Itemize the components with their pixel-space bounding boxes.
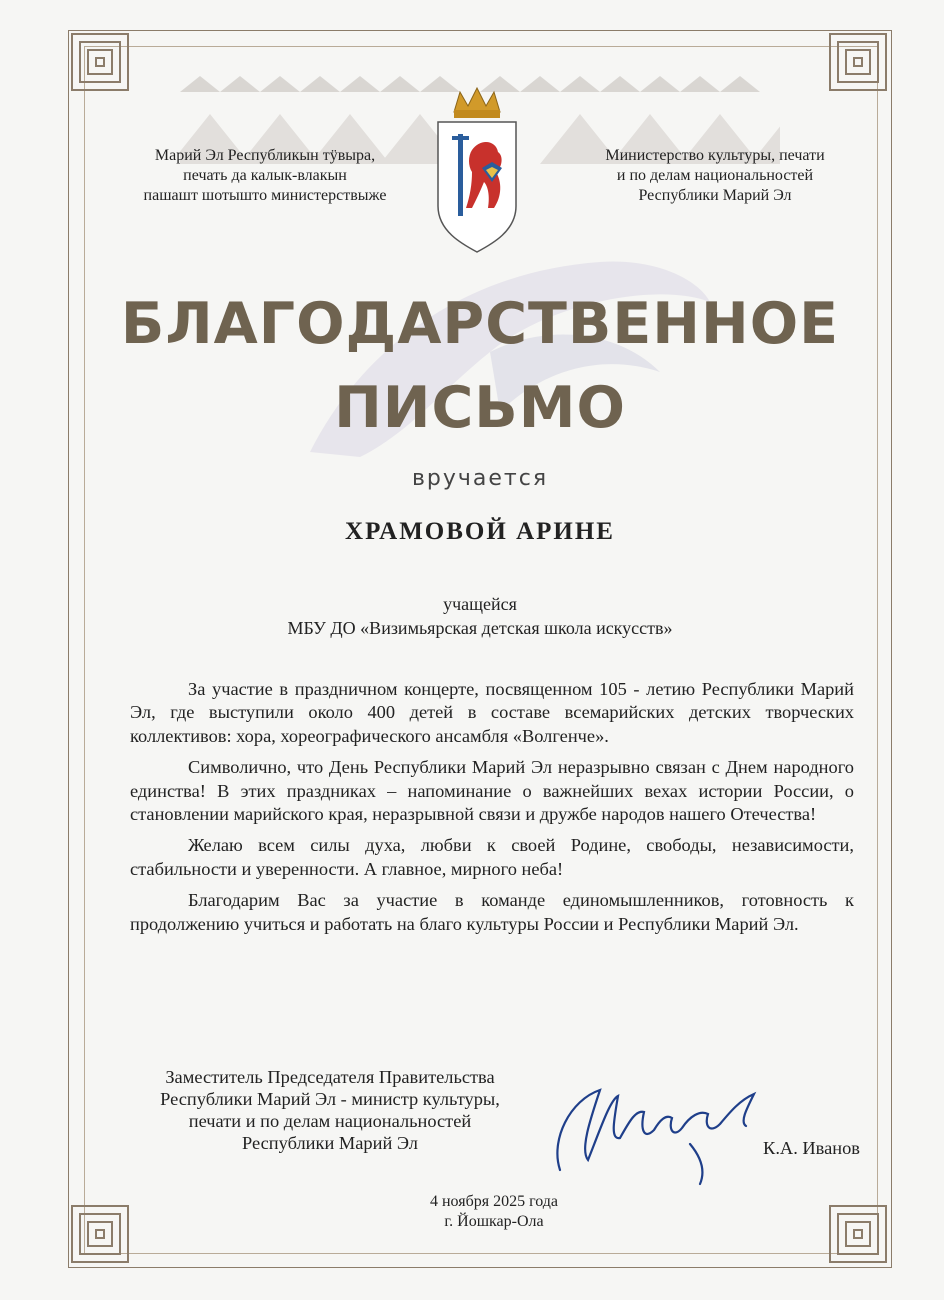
corner-ornament-top-right: [830, 34, 886, 90]
crown-icon: [454, 88, 500, 118]
title-line-2: ПИСЬМО: [334, 375, 626, 441]
issue-date: 4 ноября 2025 года: [429, 1193, 559, 1210]
recipient-name: ХРАМОВОЙ АРИНЕ: [345, 518, 615, 545]
role-line-1: учащейся: [443, 594, 517, 614]
signer-title-line: Заместитель Председателя Правительства: [165, 1067, 495, 1087]
signer-title-line: Республики Марий Эл - министр культуры,: [160, 1089, 500, 1109]
title-line-1: БЛАГОДАРСТВЕННОЕ: [120, 291, 840, 357]
signer-title: [110, 1066, 550, 1154]
document-title: [84, 282, 876, 450]
awarded-label: вручается: [411, 466, 549, 491]
ministry-name-mari: [110, 146, 420, 206]
recipient-role: [84, 592, 876, 640]
body-paragraph: За участие в праздничном концерте, посвященном 105 - летию Республики Марий Эл, где выступили около 400 детей в составе всемарийских детских творческих коллективов: хора, хореографического ансамбля «Волгенче».: [130, 679, 854, 746]
ministry-russian-line: Республики Марий Эл: [638, 187, 792, 204]
ministry-russian-line: и по делам национальностей: [616, 167, 814, 184]
corner-ornament-top-left: [72, 34, 128, 90]
ministry-name-russian: [560, 146, 870, 206]
ministry-russian-line: Министерство культуры, печати: [605, 147, 825, 164]
signer-name: К.А. Иванов: [763, 1138, 860, 1158]
signer-title-line: печати и по делам национальностей: [188, 1111, 472, 1131]
ministry-mari-line: Марий Эл Республикын тӱвыра,: [154, 147, 376, 164]
letter-body: [130, 678, 854, 944]
body-paragraph: Желаю всем силы духа, любви к своей Родине, свободы, независимости, стабильности и уверенности. А главное, мирного неба!: [130, 835, 854, 879]
issue-date-place: [84, 1192, 904, 1232]
body-paragraph: Символично, что День Республики Марий Эл неразрывно связан с Днем народного единства! В этих праздниках – напоминание о важнейших вехах истории России, о становлении марийского края, неразрывной связи и дружбе народов нашего Отечества!: [130, 757, 854, 825]
handwritten-signature: [540, 1060, 780, 1190]
marii-el-coat-of-arms-icon: [432, 86, 522, 256]
ministry-mari-line: пашашт шотыштo министерствыже: [143, 187, 387, 204]
ministry-mari-line: печать да калык-влакын: [183, 167, 347, 184]
role-line-2: МБУ ДО «Визимьярская детская школа искусств»: [287, 618, 673, 638]
signer-title-line: Республики Марий Эл: [242, 1133, 418, 1153]
issue-place: г. Йошкар-Ола: [444, 1213, 544, 1230]
body-paragraph: Благодарим Вас за участие в команде единомышленников, готовность к продолжению учиться и работать на благо культуры России и Республики Марий Эл.: [130, 890, 854, 934]
